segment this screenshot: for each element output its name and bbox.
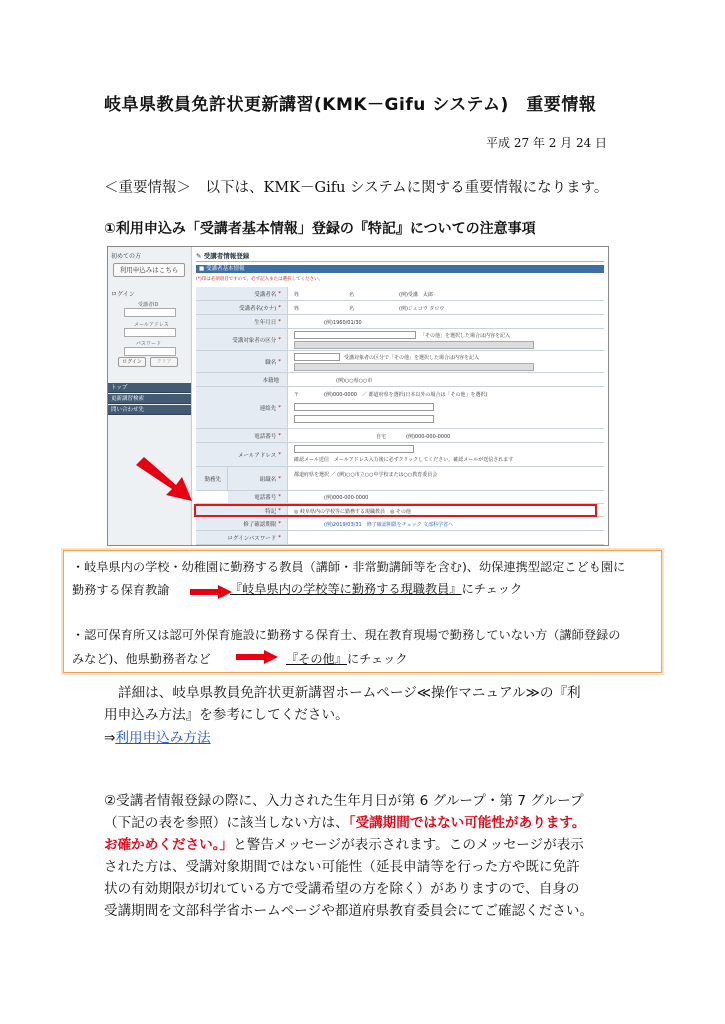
section2-line5: 状の有効期限が切れている方で受講希望の方を除く）がありますので、自身の bbox=[104, 881, 580, 897]
required-mark: * bbox=[278, 494, 281, 500]
section2-line2 bbox=[104, 812, 644, 834]
document-title: 岐阜県教員免許状更新講習(KMK－Gifu システム) 重要情報 bbox=[104, 95, 597, 115]
form-row-name-kana bbox=[196, 301, 604, 315]
form-row-name bbox=[196, 287, 604, 301]
details-text bbox=[104, 682, 644, 726]
apply-method-link-row bbox=[104, 726, 211, 746]
category-select bbox=[294, 331, 416, 339]
form-row-org-phone bbox=[196, 491, 604, 504]
form-row-label bbox=[196, 531, 288, 544]
label-text: 勤務先 bbox=[204, 476, 221, 483]
label-text: 修了確認期限 bbox=[243, 522, 277, 528]
row-value: 〒 (例)000-0000 ／ 都道府県を選択(日本以外の場合は「その他」を選択) bbox=[294, 392, 488, 398]
email-field bbox=[124, 328, 176, 337]
section1-heading: ①利用申込み「受講者基本情報」登録の『特記』についての注意事項 bbox=[104, 221, 536, 237]
label-text: 本籍地 bbox=[262, 377, 279, 384]
email-input bbox=[294, 445, 414, 453]
login-title: ログイン bbox=[111, 291, 135, 298]
details-line2: 用申込み方法』を参考にしてください。 bbox=[104, 707, 349, 723]
user-id-label: 受講者ID bbox=[138, 302, 159, 308]
section2-text bbox=[104, 790, 644, 922]
apply-button bbox=[113, 263, 185, 277]
row-value: 都道府県を選択 ／ (例)○○市立○○中学校または○○教育委員会 bbox=[294, 472, 438, 478]
label-text: メールアドレス bbox=[238, 452, 277, 459]
label-text: 電話番号 bbox=[254, 495, 277, 501]
link-arrow: ⇒ bbox=[104, 730, 116, 746]
form-row-label bbox=[196, 315, 288, 328]
required-mark: * bbox=[278, 432, 281, 439]
sidebar-nav-top: トップ bbox=[108, 383, 191, 393]
required-note: (*)印は必須項目ですので、必ず記入または選択してください。 bbox=[196, 277, 324, 282]
notice-item2-choice bbox=[286, 650, 408, 667]
form-row-category bbox=[196, 329, 604, 351]
form-row-password bbox=[196, 531, 604, 545]
address-field-2 bbox=[294, 415, 434, 423]
row-value: (例)000-000-0000 bbox=[324, 495, 369, 501]
row-value: 姓 名 (例)受講 太郎 bbox=[294, 292, 433, 298]
document-date: 平成 27 年 2 月 24 日 bbox=[486, 136, 608, 150]
check-label: にチェック bbox=[461, 582, 523, 596]
form-row-org bbox=[196, 467, 604, 491]
check-label: にチェック bbox=[346, 652, 408, 666]
apply-method-link[interactable]: 利用申込み方法 bbox=[115, 730, 211, 746]
row-value: (例)2019/03/31 修了確認期限をチェック 文部科学省へ bbox=[324, 522, 454, 528]
row-value: (例)○○県○○市 bbox=[336, 378, 373, 384]
form-row-label bbox=[196, 387, 288, 428]
notice-item1-line2: 勤務する保育教諭 bbox=[72, 583, 170, 597]
label-text: ログインパスワード bbox=[227, 535, 277, 542]
form-row-label bbox=[228, 467, 288, 490]
red-arrow-icon bbox=[136, 457, 200, 503]
form-row-job-title bbox=[196, 351, 604, 373]
warning-text: お確かめください。」 bbox=[104, 837, 234, 853]
form-row-label bbox=[196, 287, 288, 300]
form-row-label bbox=[228, 491, 288, 503]
required-mark: * bbox=[278, 507, 281, 514]
label-text: 連絡先 bbox=[259, 405, 277, 412]
required-mark: * bbox=[278, 290, 281, 297]
arrow-right-icon bbox=[190, 585, 232, 599]
row-value: 確認メール送信 メールアドレス入力後に必ずクリックしてください。確認メールが送信されます bbox=[294, 457, 514, 463]
form-row-phone bbox=[196, 429, 604, 443]
required-mark: * bbox=[278, 358, 281, 365]
intro-text: ＜重要情報＞ 以下は、KMK－Gifu システムに関する重要情報になります。 bbox=[104, 180, 609, 196]
label-text: 電話番号 bbox=[254, 433, 277, 440]
user-id-field bbox=[124, 308, 176, 317]
required-mark: * bbox=[278, 404, 281, 411]
row-value: 自宅 (例)000-000-0000 bbox=[376, 434, 451, 440]
warning-text: 「受講期間ではない可能性があります。 bbox=[348, 815, 586, 831]
row-value: 受講対象者の区分で「その他」を選択した場合は内容を記入 bbox=[344, 355, 480, 361]
login-button: ログイン bbox=[118, 357, 146, 367]
section2-line3 bbox=[104, 834, 644, 856]
password-field bbox=[124, 347, 176, 356]
form-row-label bbox=[196, 351, 288, 372]
required-mark: * bbox=[278, 304, 281, 311]
screenshot-section-bar-text: 受講者基本情報 bbox=[205, 266, 245, 272]
required-mark: * bbox=[278, 451, 281, 458]
section2-line4: された方は、受講対象期間ではない可能性（延長申請等を行った方や既に免許 bbox=[104, 859, 580, 875]
arrow-right-icon bbox=[236, 650, 278, 664]
choice-other: 『その他』 bbox=[286, 652, 347, 666]
form-row-label bbox=[196, 429, 288, 442]
sidebar-nav-contact: 問い合わせ先 bbox=[108, 405, 191, 415]
required-mark: * bbox=[278, 318, 281, 325]
form-row-label bbox=[196, 373, 288, 386]
form-row-label bbox=[196, 518, 288, 530]
required-mark: * bbox=[278, 534, 281, 541]
row-value: 姓 名 (例)ジュコウ タロウ bbox=[294, 306, 445, 312]
sidebar-nav-search: 更新講習検索 bbox=[108, 394, 191, 404]
label-text: 特記 bbox=[265, 508, 277, 515]
details-line1: 詳細は、岐阜県教員免許状更新講習ホームページ≪操作マニュアル≫の『利 bbox=[118, 685, 581, 701]
form-row-label bbox=[196, 329, 288, 350]
label-text: 受講者名 bbox=[254, 291, 277, 298]
password-label: パスワード bbox=[136, 341, 162, 347]
row-value: ◎ 岐阜県内の学校等に勤務する現職教員 ◎ その他 bbox=[294, 509, 411, 515]
label-text: 生年月日 bbox=[254, 319, 277, 326]
row-value: (例)1960/01/30 bbox=[324, 320, 362, 326]
form-row-birthdate bbox=[196, 315, 604, 329]
apply-button-label: 利用申込みはこちら bbox=[119, 266, 179, 274]
required-mark: * bbox=[278, 521, 281, 527]
label-text: 職名 bbox=[265, 359, 277, 366]
label-text: 組織名 bbox=[259, 476, 277, 483]
address-field bbox=[294, 403, 434, 411]
form-row-expiry bbox=[196, 518, 604, 531]
row-value: 「その他」を選択した場合は内容を記入 bbox=[420, 333, 511, 339]
notice-item2-line2: みなど)、他県勤務者など bbox=[72, 652, 211, 666]
remarks-highlight-frame bbox=[194, 504, 597, 517]
category-other-field bbox=[294, 341, 534, 349]
first-time-label: 初めての方 bbox=[111, 253, 142, 260]
section2-line1: ②受講者情報登録の際に、入力された生年月日が第 6 グループ・第 7 グループ bbox=[104, 793, 584, 809]
label-text: 受講者名(カナ) bbox=[238, 305, 277, 312]
label-text: 受講対象者の区分 bbox=[232, 337, 277, 344]
form-row-email bbox=[196, 443, 604, 467]
job-title-select bbox=[294, 353, 340, 361]
screenshot-page-title-text: 受講者情報登録 bbox=[203, 252, 250, 260]
form-row-label bbox=[196, 301, 288, 314]
notice-item1-choice bbox=[230, 580, 522, 597]
line2-text: （下記の表を参照）に該当しない方は、 bbox=[104, 815, 349, 831]
notice-item2-line1: ・認可保育所又は認可外保育施設に勤務する保育士、現在教育現場で勤務していない方（講師登録の bbox=[72, 628, 621, 642]
workplace-label bbox=[196, 467, 228, 490]
clear-button: クリア bbox=[150, 357, 178, 367]
required-mark: * bbox=[278, 475, 281, 482]
choice-current-teacher: 『岐阜県内の学校等に勤務する現職教員』 bbox=[230, 582, 462, 596]
form-row-label bbox=[196, 443, 288, 466]
form-row-domicile bbox=[196, 373, 604, 387]
registration-screenshot bbox=[107, 246, 609, 546]
email-label: メールアドレス bbox=[134, 322, 169, 328]
required-mark: * bbox=[278, 336, 281, 343]
section2-line6: 受講期間を文部科学省ホームページや都道府県教育委員会にてご確認ください。 bbox=[104, 903, 594, 919]
form-row-contact bbox=[196, 387, 604, 429]
job-title-other-field bbox=[294, 363, 534, 371]
screenshot-section-bar: ■ 受講者基本情報 bbox=[196, 265, 604, 273]
notice-item1-line1: ・岐阜県内の学校・幼稚園に勤務する教員（講師・非常勤講師等を含む)、幼保連携型認定こども園に bbox=[72, 560, 626, 574]
screenshot-page-title: ✎ 受講者情報登録 bbox=[196, 251, 604, 262]
line3-text: と警告メッセージが表示されます。このメッセージが表示 bbox=[233, 837, 584, 853]
